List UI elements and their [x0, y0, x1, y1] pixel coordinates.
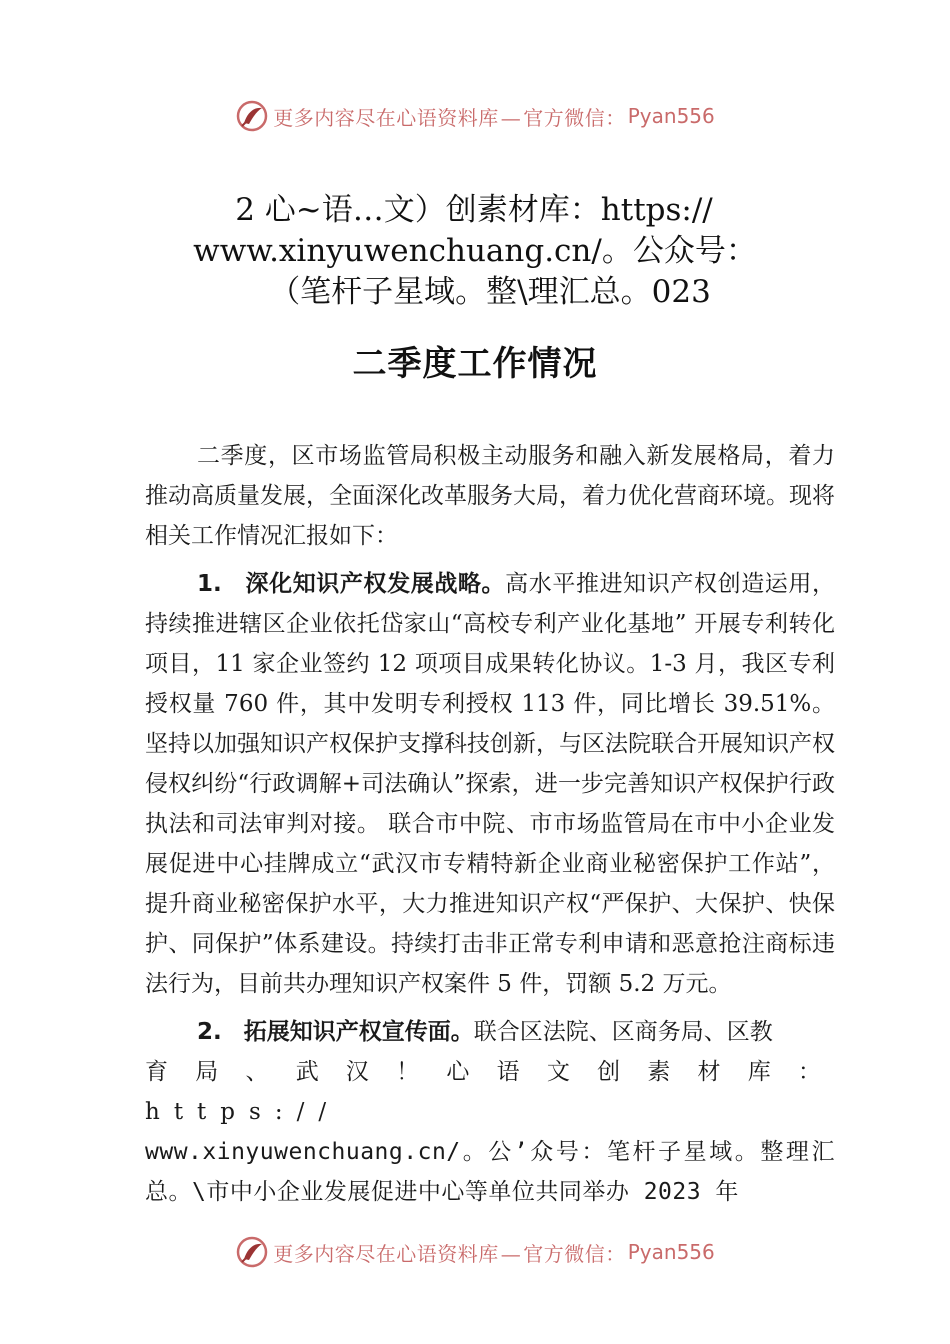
banner-separator: — — [500, 105, 522, 130]
header-banner — [0, 96, 950, 136]
section-2-number: 2. — [197, 1019, 222, 1045]
footer-banner — [0, 1232, 950, 1272]
headline — [0, 190, 950, 313]
footer-banner-separator: — — [500, 1241, 522, 1266]
banner-label: 官方微信： — [523, 105, 626, 130]
section-1-text: 高水平推进知识产权创造运用，持续推进辖区企业依托岱家山“高校专利产业化基地” 开展专利转化项目，11 家企业签约 12 项项目成果转化协议。1-3 月，我区专利授权量 760 件，其中发明专利授权 113 件，同比增长 39.51%。坚持以加强知识产权保护支撑科技创新，与区法院联合开展知识产权侵权纠纷“行政调解+司法确认”探索，进一步完善知识产权保护行政执法和司法审判对接。 联合市中院、市市场监管局在市中小企业发展促进中心挂牌成立“武汉市专精特新企业商业秘密保护工作站”，提升商业秘密保护水平，大力推进知识产权“严保护、大保护、快保护、同保护”体系建设。持续打击非正常专利申请和恶意抢注商标违法行为，目前共办理知识产权案件 5 件，罚额 5.2 万元。 — [145, 571, 836, 997]
banner-wechat-id: Pyan556 — [627, 104, 715, 128]
banner-text — [273, 102, 626, 131]
section-1-number: 1. — [197, 571, 222, 597]
section-2-paragraph — [145, 1012, 835, 1212]
section-2-text-c: www.xinyuwenchuang.cn/。公’众号：笔杆子星域。整理汇总。\市中小企业发展促进中心等单位共同举办 2023 年 — [145, 1139, 835, 1205]
footer-banner-main-text: 更多内容尽在心语资料库 — [273, 1241, 499, 1266]
section-2-text-b: 育局、武汉！心语文创素材库：https:// — [145, 1059, 835, 1125]
seal-logo-icon — [235, 1235, 269, 1269]
section-1-paragraph — [145, 564, 835, 1004]
footer-banner-wechat-id: Pyan556 — [627, 1240, 715, 1264]
document-body — [145, 436, 835, 1212]
footer-banner-text — [273, 1238, 626, 1267]
intro-paragraph: 二季度，区市场监管局积极主动服务和融入新发展格局，着力推动高质量发展，全面深化改革服务大局，着力优化营商环境。现将相关工作情况汇报如下： — [145, 443, 835, 549]
headline-line-1: 2 心~语…文）创素材库：https:// — [235, 192, 713, 228]
seal-logo-icon — [235, 99, 269, 133]
section-1-heading: 深化知识产权发展战略。 — [245, 571, 506, 597]
banner-main-text: 更多内容尽在心语资料库 — [273, 105, 499, 130]
section-2-text-a: 联合区法院、区商务局、区教 — [473, 1019, 773, 1045]
section-2-heading: 拓展知识产权宣传面。 — [243, 1019, 474, 1045]
footer-banner-label: 官方微信： — [523, 1241, 626, 1266]
headline-line-3: （笔杆子星域。整\理汇总。023 — [269, 274, 711, 310]
headline-line-2: www.xinyuwenchuang.cn/。公众号： — [193, 233, 757, 269]
document-title: 二季度工作情况 — [352, 344, 598, 384]
